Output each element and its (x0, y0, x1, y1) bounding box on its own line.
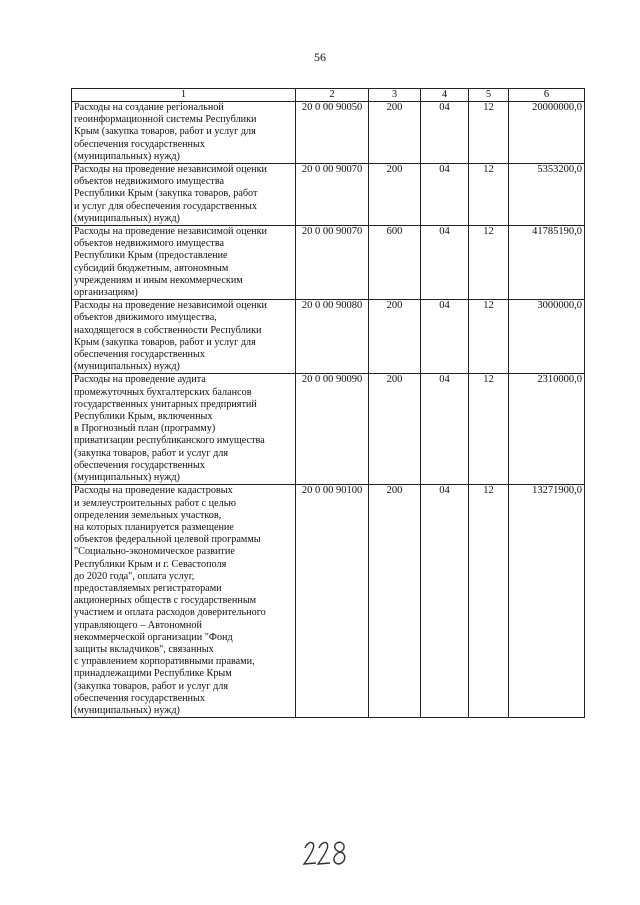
expense-name-line: объектов федеральной целевой программы (74, 534, 261, 546)
budget-code-cell: 20 0 00 90050 (296, 102, 369, 164)
expense-name-line: "Социально-экономическое развитие (74, 546, 235, 558)
page-number: 56 (314, 50, 326, 64)
expense-name-line: промежуточных бухгалтерских балансов (74, 386, 252, 398)
handwritten-signature (302, 838, 352, 873)
budget-code-cell: 20 0 00 90090 (296, 374, 369, 485)
amount-cell: 5353200,0 (509, 164, 585, 226)
expense-name-line: Расходы на проведение аудита (74, 374, 206, 386)
expense-name-cell (72, 226, 296, 300)
budget-code-cell: 20 0 00 90100 (296, 485, 369, 718)
expense-name-line: (закупка товаров, работ и услуг для (74, 447, 229, 459)
expense-name-line: Республики Крым и г. Севастополя (74, 558, 227, 570)
budget-table (71, 88, 585, 718)
expense-name-line: обеспечения государственных (74, 138, 205, 150)
expense-type-cell: 200 (369, 300, 421, 374)
subsection-cell: 12 (469, 485, 509, 718)
table-row (72, 374, 585, 485)
header-col-5: 5 (469, 89, 509, 102)
expense-name-line: предоставляемых регистраторами (74, 582, 222, 594)
expense-name-line: объектов недвижимого имущества (74, 176, 225, 188)
table-row (72, 485, 585, 718)
header-col-6: 6 (509, 89, 585, 102)
section-cell: 04 (421, 102, 469, 164)
expense-name-cell (72, 485, 296, 718)
expense-name-line: до 2020 года", оплата услуг, (74, 570, 195, 582)
expense-name-line: на которых планируется размещение (74, 521, 234, 533)
subsection-cell: 12 (469, 374, 509, 485)
expense-type-cell: 200 (369, 374, 421, 485)
expense-name-line: Расходы на проведение независимой оценки (74, 300, 267, 312)
section-cell: 04 (421, 300, 469, 374)
budget-code-cell: 20 0 00 90080 (296, 300, 369, 374)
expense-name-line: Республики Крым (предоставление (74, 250, 228, 262)
expense-name-line: организациям) (74, 287, 138, 299)
expense-name-line: находящегося в собственности Республики (74, 324, 262, 336)
amount-cell: 41785190,0 (509, 226, 585, 300)
expense-name-line: и землеустроительных работ с целью (74, 497, 236, 509)
expense-name-line: обеспечения государственных (74, 349, 205, 361)
expense-name-line: Республики Крым, включенных (74, 411, 213, 423)
header-col-3: 3 (369, 89, 421, 102)
table-row (72, 102, 585, 164)
expense-name-line: (муниципальных) нужд) (74, 704, 180, 716)
expense-name-cell (72, 102, 296, 164)
expense-name-line: с управлением корпоративными правами, (74, 656, 255, 668)
amount-cell: 20000000,0 (509, 102, 585, 164)
header-col-2: 2 (296, 89, 369, 102)
expense-name-line: Крым (закупка товаров, работ и услуг для (74, 336, 256, 348)
budget-code-cell: 20 0 00 90070 (296, 226, 369, 300)
subsection-cell: 12 (469, 102, 509, 164)
expense-name-line: Крым (закупка товаров, работ и услуг для (74, 126, 256, 138)
expense-name-line: (муниципальных) нужд) (74, 150, 180, 162)
expense-name-line: Расходы на проведение независимой оценки (74, 164, 267, 176)
expense-name-line: обеспечения государственных (74, 692, 205, 704)
expense-name-line: геоинформационной системы Республики (74, 114, 257, 126)
table-row (72, 164, 585, 226)
table-row (72, 300, 585, 374)
expense-name-line: (закупка товаров, работ и услуг для (74, 680, 229, 692)
expense-name-line: учреждениям и иным некоммерческим (74, 274, 243, 286)
subsection-cell: 12 (469, 300, 509, 374)
header-row (72, 89, 585, 102)
expense-type-cell: 200 (369, 102, 421, 164)
subsection-cell: 12 (469, 164, 509, 226)
expense-name-line: участием и оплата расходов доверительного (74, 607, 266, 619)
expense-name-line: некоммерческой организации "Фонд (74, 631, 233, 643)
expense-type-cell: 200 (369, 485, 421, 718)
table-row (72, 226, 585, 300)
expense-name-line: приватизации республиканского имущества (74, 435, 265, 447)
expense-name-line: и услуг для обеспечения государственных (74, 200, 257, 212)
expense-name-line: (муниципальных) нужд) (74, 212, 180, 224)
section-cell: 04 (421, 374, 469, 485)
expense-name-line: принадлежащими Республике Крым (74, 668, 232, 680)
amount-cell: 3000000,0 (509, 300, 585, 374)
subsection-cell: 12 (469, 226, 509, 300)
expense-name-line: Республики Крым (закупка товаров, работ (74, 188, 258, 200)
expense-name-line: Расходы на проведение кадастровых (74, 485, 233, 497)
expense-name-line: определения земельных участков, (74, 509, 222, 521)
expense-name-cell (72, 374, 296, 485)
expense-type-cell: 200 (369, 164, 421, 226)
expense-name-line: управляющего – Автономной (74, 619, 202, 631)
amount-cell: 2310000,0 (509, 374, 585, 485)
expense-name-line: Расходы на проведение независимой оценки (74, 226, 267, 238)
expense-name-line: объектов недвижимого имущества (74, 238, 225, 250)
expense-name-cell (72, 164, 296, 226)
budget-code-cell: 20 0 00 90070 (296, 164, 369, 226)
section-cell: 04 (421, 164, 469, 226)
amount-cell: 13271900,0 (509, 485, 585, 718)
header-col-1: 1 (72, 89, 296, 102)
section-cell: 04 (421, 226, 469, 300)
expense-name-line: субсидий бюджетным, автономным (74, 262, 229, 274)
expense-name-line: (муниципальных) нужд) (74, 361, 180, 373)
expense-type-cell: 600 (369, 226, 421, 300)
expense-name-line: в Прогнозный план (программу) (74, 423, 216, 435)
expense-name-line: акционерных обществ с государственным (74, 595, 257, 607)
expense-name-line: объектов движимого имущества, (74, 312, 217, 324)
expense-name-line: Расходы на создание регіональной (74, 102, 224, 113)
expense-name-line: государственных унитарных предприятий (74, 398, 257, 410)
expense-name-line: (муниципальных) нужд) (74, 472, 180, 484)
expense-name-line: защиты вкладчиков", связанных (74, 643, 214, 655)
expense-name-line: обеспечения государственных (74, 459, 205, 471)
section-cell: 04 (421, 485, 469, 718)
expense-name-cell (72, 300, 296, 374)
header-col-4: 4 (421, 89, 469, 102)
